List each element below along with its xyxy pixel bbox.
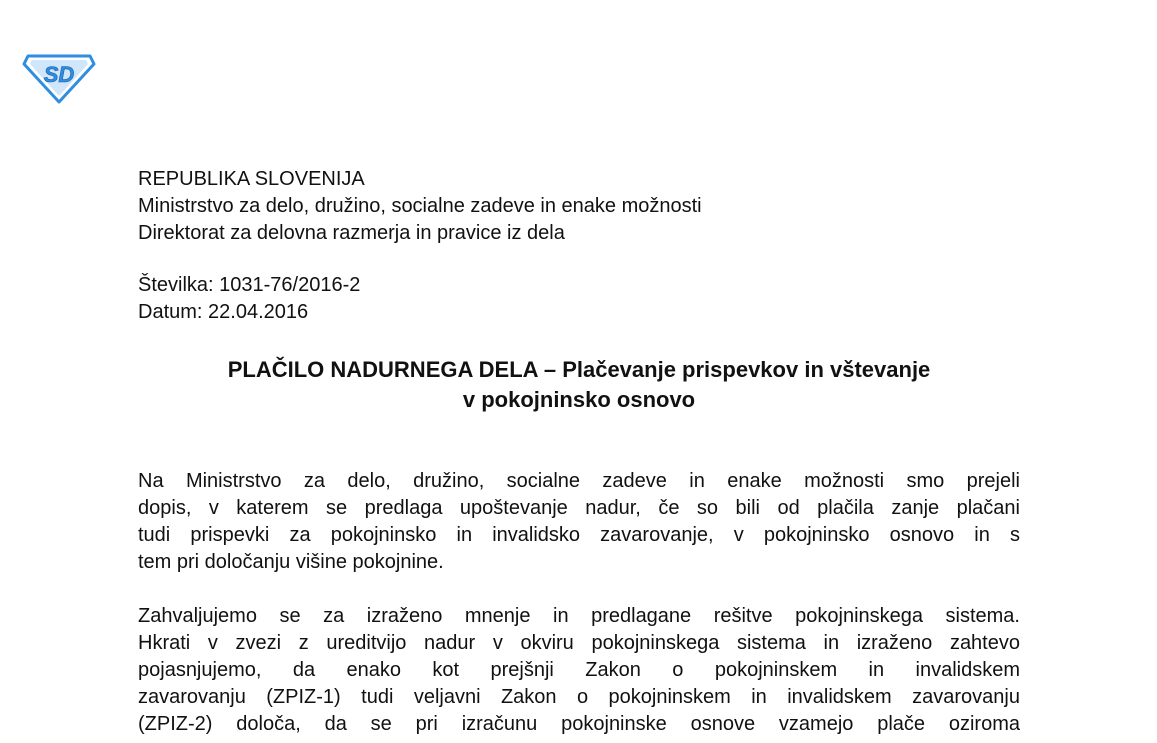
paragraph-line: Hkrati v zvezi z ureditvijo nadur v okviru pokojninskega sistema in izraženo zahtevo [138,632,1020,654]
paragraph-line: tem pri določanju višine pokojnine. [138,551,444,573]
body-paragraph-2 [138,603,1020,738]
logo-lettering: SD [43,62,75,87]
body-paragraph-1 [138,468,1020,576]
paragraph-line: Na Ministrstvo za delo, družino, socialne zadeve in enake možnosti smo prejeli [138,470,1020,492]
paragraph-line: tudi prispevki za pokojninsko in invalidsko zavarovanje, v pokojninsko osnovo in s [138,524,1020,546]
document-title [138,355,1020,415]
ministry-name: Ministrstvo za delo, družino, socialne zadeve in enake možnosti [138,195,702,217]
paragraph-line: zavarovanju (ZPIZ-1) tudi veljavni Zakon o pokojninskem in invalidskem zavarovanju [138,686,1020,708]
letterhead [138,166,702,247]
paragraph-line: Zahvaljujemo se za izraženo mnenje in predlagane rešitve pokojninskega sistema. [138,605,1020,627]
sd-shield-logo-icon [22,48,96,104]
ministry-logo [22,48,96,104]
title-line-2: v pokojninsko osnovo [462,387,696,412]
paragraph-line: (ZPIZ-2) določa, da se pri izračunu pokojninske osnove vzamejo plače oziroma [138,713,1020,735]
paragraph-line: pojasnjujemo, da enako kot prejšnji Zakon o pokojninskem in invalidskem [138,659,1020,681]
document-meta [138,272,360,326]
republic-name: REPUBLIKA SLOVENIJA [138,168,365,190]
title-line-1: PLAČILO NADURNEGA DELA – Plačevanje prispevkov in vštevanje [227,357,931,382]
paragraph-line: dopis, v katerem se predlaga upoštevanje nadur, če so bili od plačila zanje plačani [138,497,1020,519]
document-number: Številka: 1031-76/2016-2 [138,274,361,296]
directorate-name: Direktorat za delovna razmerja in pravice iz dela [138,222,565,244]
document-date: Datum: 22.04.2016 [138,301,309,323]
